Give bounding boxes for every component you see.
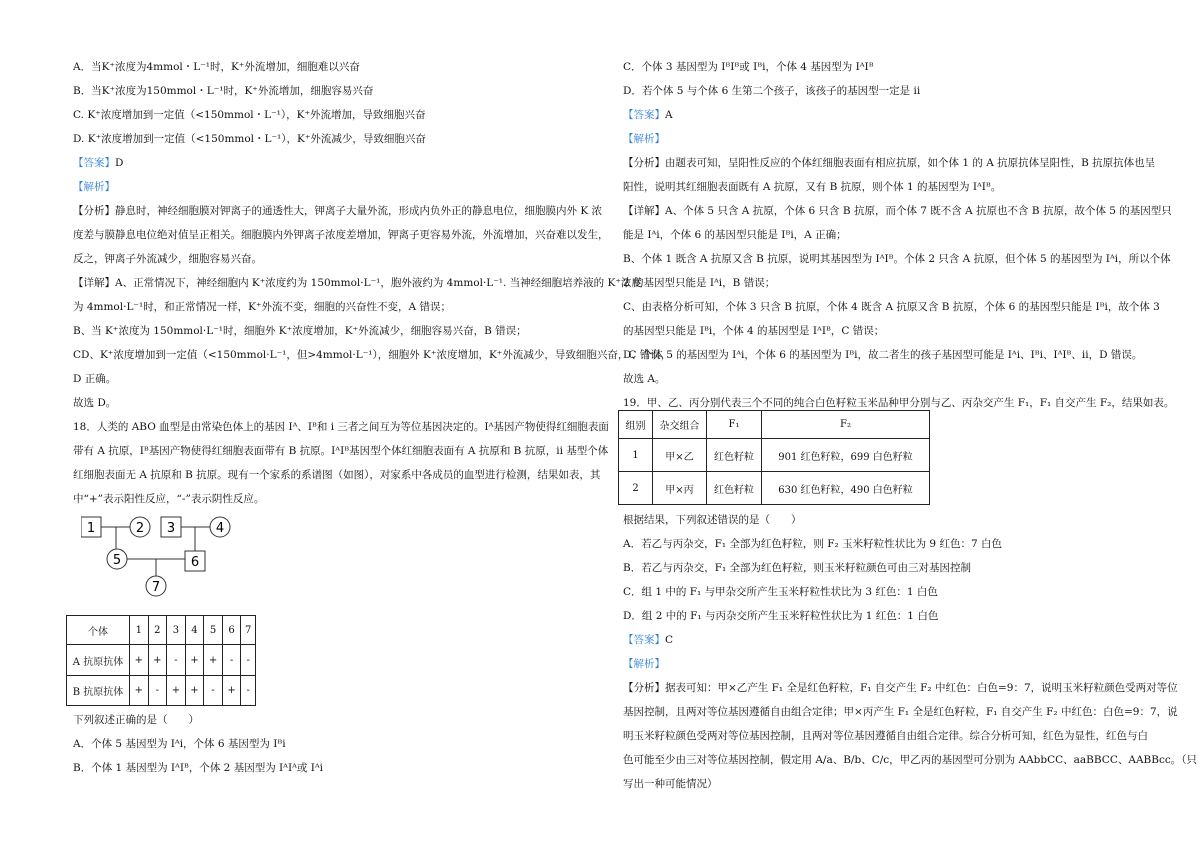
table-cell: + xyxy=(130,676,149,706)
table-cell: + xyxy=(185,645,204,676)
q19-option-d: D．组 2 中的 F₁ 与丙杂交所产生玉米籽粒性状比为 1 红色：1 白色 xyxy=(623,610,939,622)
pedigree-label: 5 xyxy=(112,553,122,568)
table-cell: 个体 xyxy=(67,616,130,645)
q17-detail-line: 为 4mmol·L⁻¹时，和正常情况一样，K⁺外流不变，细胞的兴奋性不变，A 错误； xyxy=(73,301,451,313)
pedigree-label: 4 xyxy=(215,521,225,536)
pedigree-diagram xyxy=(81,514,241,600)
q18-detail-line: B、个体 1 既含 A 抗原又含 B 抗原，说明其基因型为 IᴬIᴮ。个体 2 只含 A 抗原，但个体 5 的基因型为 Iᴬi，所以个体 xyxy=(623,253,1171,265)
table-row xyxy=(67,645,256,676)
table-cell: + xyxy=(185,676,204,706)
table-cell: 901 红色籽粒，699 白色籽粒 xyxy=(762,439,930,472)
pedigree-label: 6 xyxy=(190,555,200,570)
q18-stem-line: 18．人类的 ABO 血型是由常染色体上的基因 Iᴬ、Iᴮ和 i 三者之间互为等位基因决定的。Iᴬ基因产物使得红细胞表面 xyxy=(73,421,609,433)
q19-analysis-line: 明玉米籽粒颜色受两对等位基因控制，且两对等位基因遵循自由组合定律。综合分析可知，红色为显性，红色与白 xyxy=(623,730,1148,742)
table-row xyxy=(619,439,930,472)
q17-option-d: D. K⁺浓度增加到一定值（<150mmol・L⁻¹），K⁺外流减少，导致细胞兴奋 xyxy=(73,133,426,145)
table-cell: 5 xyxy=(204,616,223,645)
pedigree-label: 2 xyxy=(135,521,145,536)
q17-detail-line: D 正确。 xyxy=(73,373,117,385)
q18-option-d: D．若个体 5 与个体 6 生第二个孩子，该孩子的基因型一定是 ii xyxy=(623,85,921,97)
q18-stem-line: 红细胞表面无 A 抗原和 B 抗原。现有一个家系的系谱图（如图），对家系中各成员的血型进行检测，结果如表，其 xyxy=(73,469,601,481)
q19-question: 根据结果，下列叙述错误的是（ ） xyxy=(623,514,802,526)
q19-option-a: A．若乙与丙杂交，F₁ 全部为红色籽粒，则 F₂ 玉米籽粒性状比为 9 红色：7 白色 xyxy=(623,538,1002,550)
answer-value: C xyxy=(665,634,674,646)
table-cell: B 抗原抗体 xyxy=(67,676,130,706)
table-cell: - xyxy=(148,676,167,706)
table-cell: 甲×乙 xyxy=(653,439,707,472)
q17-detail-line: 【详解】A、正常情况下，神经细胞内 K⁺浓度约为 150mmol·L⁻¹，胞外液约为 4mmol·L⁻¹. 当神经细胞培养液的 K⁺浓度 xyxy=(73,277,642,289)
q19-answer xyxy=(623,633,673,647)
q18-detail-line: 故选 A。 xyxy=(623,373,666,385)
blood-type-table xyxy=(66,615,256,706)
q19-option-c: C．组 1 中的 F₁ 与甲杂交所产生玉米籽粒性状比为 3 红色：1 白色 xyxy=(623,586,938,598)
q19-analysis-tag: 【解析】 xyxy=(623,658,665,670)
table-cell: - xyxy=(241,676,256,706)
q17-analysis-line: 反之，钾离子外流减少，细胞容易兴奋。 xyxy=(73,253,262,265)
q18-detail-line: D、个体 5 的基因型为 Iᴬi，个体 6 的基因型为 Iᴮi，故二者生的孩子基因型可能是 Iᴬi、Iᴮi、IᴬIᴮ、ii，D 错误。 xyxy=(623,349,1143,361)
table-cell: + xyxy=(130,645,149,676)
q18-detail-line: 的基因型只能是 Iᴮi，个体 4 的基因型是 IᴬIᴮ，C 错误； xyxy=(623,325,885,337)
table-cell: + xyxy=(148,645,167,676)
q18-option-c: C．个体 3 基因型为 IᴮIᴮ或 Iᴮi，个体 4 基因型为 IᴬIᴮ xyxy=(623,61,874,73)
q17-option-c: C. K⁺浓度增加到一定值（<150mmol・L⁻¹），K⁺外流增加，导致细胞兴奋 xyxy=(73,109,426,121)
q18-analysis-line: 【分析】由题表可知，呈阳性反应的个体红细胞表面有相应抗原，如个体 1 的 A 抗原抗体呈阳性，B 抗原抗体也呈 xyxy=(623,157,1156,169)
table-row xyxy=(67,676,256,706)
q17-option-b: B．当K⁺浓度为150mmol・L⁻¹时，K⁺外流增加，细胞容易兴奋 xyxy=(73,85,374,97)
table-cell: - xyxy=(167,645,186,676)
table-cell: + xyxy=(204,645,223,676)
q17-analysis-line: 度差与膜静息电位绝对值呈正相关。细胞膜内外钾离子浓度差增加，钾离子更容易外流，外流增加，兴奋难以发生， xyxy=(73,229,609,241)
q17-answer xyxy=(73,156,123,170)
answer-value: A xyxy=(665,109,673,121)
table-row xyxy=(619,472,930,505)
table-cell: 组别 xyxy=(619,411,653,439)
q18-question: 下列叙述正确的是（ ） xyxy=(73,714,199,726)
q17-detail-line: 故选 D。 xyxy=(73,397,117,409)
pedigree-label: 3 xyxy=(166,521,176,536)
table-cell: F₂ xyxy=(762,411,930,439)
table-cell: 1 xyxy=(619,439,653,472)
q17-analysis-line: 【分析】静息时，神经细胞膜对钾离子的通透性大，钾离子大量外流，形成内负外正的静息电位，细胞膜内外 K 浓 xyxy=(73,205,603,217)
q18-analysis-tag: 【解析】 xyxy=(623,133,665,145)
pedigree-label: 7 xyxy=(151,580,161,595)
table-cell: 红色籽粒 xyxy=(707,439,762,472)
q19-analysis-line: 色可能至少由三对等位基因控制，假定用 A/a、B/b、C/c，甲乙丙的基因型可分别为 AAbbCC、aaBBCC、AABBcc。（只 xyxy=(623,754,1197,766)
q18-detail-line: 【详解】A、个体 5 只含 A 抗原，个体 6 只含 B 抗原，而个体 7 既不含 A 抗原也不含 B 抗原，故个体 5 的基因型只 xyxy=(623,205,1172,217)
table-cell: - xyxy=(222,645,241,676)
table-cell: 2 xyxy=(148,616,167,645)
table-cell: 4 xyxy=(185,616,204,645)
pedigree-label: 1 xyxy=(86,521,96,536)
table-cell: 2 xyxy=(619,472,653,505)
table-cell: 1 xyxy=(130,616,149,645)
q17-detail-line: CD、K⁺浓度增加到一定值（<150mmol·L⁻¹，但>4mmol·L⁻¹），细胞外 K⁺浓度增加，K⁺外流减少，导致细胞兴奋，C 错误， xyxy=(73,349,672,361)
table-cell: 红色籽粒 xyxy=(707,472,762,505)
q19-analysis-line: 基因控制，且两对等位基因遵循自由组合定律；甲×丙产生 F₁ 全是红色籽粒，F₁ 自交产生 F₂ 中红色：白色=9：7，说 xyxy=(623,706,1178,718)
q18-detail-line: C、由表格分析可知，个体 3 只含 B 抗原，个体 4 既含 A 抗原又含 B 抗原，个体 6 的基因型只能是 Iᴮi，故个体 3 xyxy=(623,301,1160,313)
answer-tag: 【答案】 xyxy=(623,109,665,121)
table-cell: - xyxy=(204,676,223,706)
q18-detail-line: 2 的基因型只能是 Iᴬi，B 错误； xyxy=(623,277,776,289)
q19-stem-line: 19．甲、乙、丙分别代表三个不同的纯合白色籽粒玉米品种甲分别与乙、丙杂交产生 F₁，F₁ 自交产生 F₂，结果如表。 xyxy=(623,397,1175,409)
q18-option-a: A．个体 5 基因型为 Iᴬi，个体 6 基因型为 Iᴮi xyxy=(73,738,286,750)
q18-stem-line: 带有 A 抗原，Iᴮ基因产物使得红细胞表面带有 B 抗原。IᴬIᴮ基因型个体红细胞表面有 A 抗原和 B 抗原，ii 基型个体 xyxy=(73,445,609,457)
q17-option-a: A．当K⁺浓度为4mmol・L⁻¹时，K⁺外流增加，细胞难以兴奋 xyxy=(73,61,360,73)
answer-tag: 【答案】 xyxy=(623,634,665,646)
table-cell: + xyxy=(167,676,186,706)
cross-result-table xyxy=(618,410,930,505)
q18-stem-line: 中“+”表示阳性反应，“-”表示阴性反应。 xyxy=(73,493,265,505)
q19-analysis-line: 【分析】据表可知：甲×乙产生 F₁ 全是红色籽粒，F₁ 自交产生 F₂ 中红色：白色=9：7，说明玉米籽粒颜色受两对等位 xyxy=(623,682,1178,694)
q18-analysis-line: 阳性，说明其红细胞表面既有 A 抗原，又有 B 抗原，则个体 1 的基因型为 IᴬIᴮ。 xyxy=(623,181,1002,193)
answer-tag: 【答案】 xyxy=(73,157,115,169)
table-cell: 7 xyxy=(241,616,256,645)
table-cell: 杂交组合 xyxy=(653,411,707,439)
table-header-row xyxy=(619,411,930,439)
q18-option-b: B．个体 1 基因型为 IᴬIᴮ，个体 2 基因型为 IᴬIᴬ或 Iᴬi xyxy=(73,762,323,774)
q19-analysis-line: 写出一种可能情况） xyxy=(623,778,718,790)
table-cell: - xyxy=(241,645,256,676)
table-cell: 甲×丙 xyxy=(653,472,707,505)
table-header-row xyxy=(67,616,256,645)
answer-value: D xyxy=(115,157,124,169)
q18-detail-line: 能是 Iᴬi，个体 6 的基因型只能是 Iᴮi，A 正确； xyxy=(623,229,847,241)
table-cell: + xyxy=(222,676,241,706)
table-cell: 6 xyxy=(222,616,241,645)
q17-detail-line: B、当 K⁺浓度为 150mmol·L⁻¹时，细胞外 K⁺浓度增加，K⁺外流减少，细胞容易兴奋，B 错误； xyxy=(73,325,527,337)
table-cell: 630 红色籽粒，490 白色籽粒 xyxy=(762,472,930,505)
q19-option-b: B．若乙与丙杂交，F₁ 全部为红色籽粒，则玉米籽粒颜色可由三对基因控制 xyxy=(623,562,972,574)
q18-answer xyxy=(623,108,673,122)
table-cell: 3 xyxy=(167,616,186,645)
table-cell: F₁ xyxy=(707,411,762,439)
q17-analysis-tag: 【解析】 xyxy=(73,181,115,193)
table-cell: A 抗原抗体 xyxy=(67,645,130,676)
